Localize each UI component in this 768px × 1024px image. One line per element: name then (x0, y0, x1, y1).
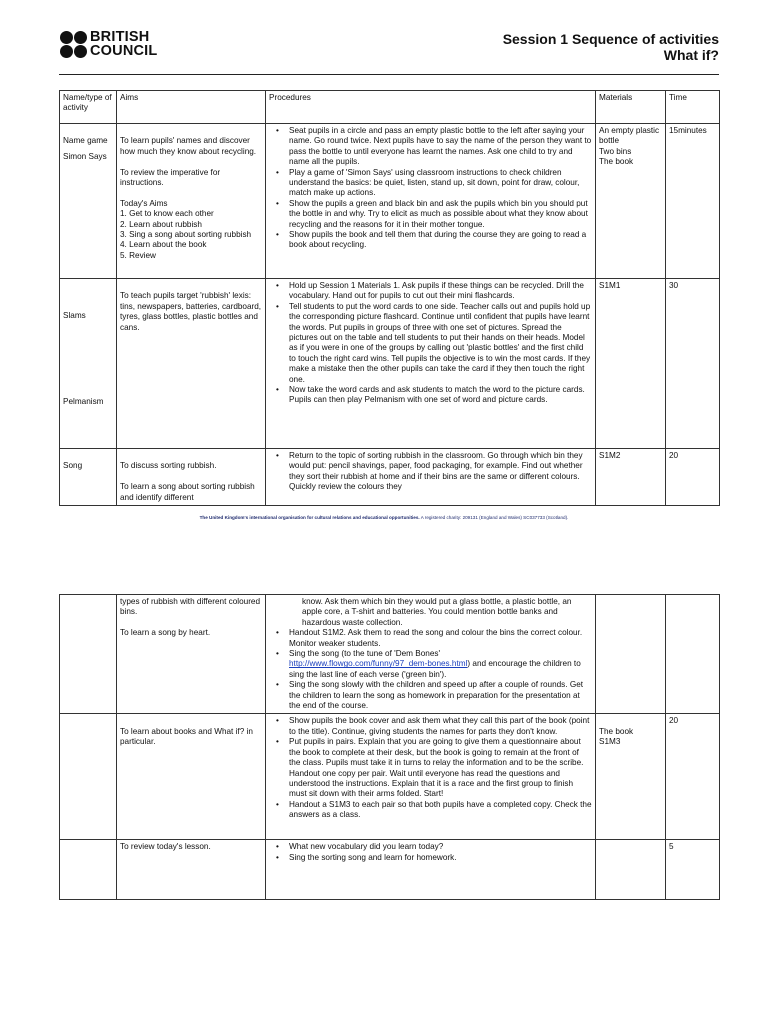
table-header-row (60, 91, 720, 124)
time-cell: 30 (666, 279, 720, 449)
table-row (60, 595, 720, 714)
activity-name-cell: Song (60, 449, 117, 506)
activities-table-1 (59, 90, 720, 506)
procedures-cell (266, 840, 596, 900)
list-item: • Tell students to put the word cards to one side. Teacher calls out and pupils hold up the corresponding picture flashcard. Continue until confident that pupils have learnt the words. Put pupils in groups of three with one set of pictures. Spread the pictures out on the table and tell students to put their hands on their heads. Model as if you were in one of the groups by calling out 'plastic bottles' and the first child to touch the right card wins. Tell pupils the objective is to win the most cards. If they make a mistake then the other pupils can take the card if they then touch the right one. (289, 302, 592, 385)
british-council-logo (60, 31, 190, 61)
list-item: • Return to the topic of sorting rubbish in the classroom. Go through which bin they would put: pencil shavings, paper, food packaging, for example. Find out whether they sort their rubbish at home and if their bins are the same or different colours. Quickly review the colours they (289, 451, 592, 493)
table-row (60, 124, 720, 279)
procedures-cell (266, 595, 596, 714)
list-item: • Show pupils the book and tell them that during the course they are going to read a book about recycling. (289, 230, 592, 251)
header-procedures: Procedures (266, 91, 596, 124)
session-title: Session 1 Sequence of activities (502, 31, 719, 47)
table-row (60, 279, 720, 449)
activity-name-cell (60, 840, 117, 900)
footer-charity: A registered charity: 209131 (England and Wales) SC037733 (Scotland). (420, 515, 569, 520)
materials-cell: An empty plastic bottle Two bins The book (596, 124, 666, 279)
list-item: • Hold up Session 1 Materials 1. Ask pupils if these things can be recycled. Drill the vocabulary. Hand out for pupils to cut out their mini flashcards. (289, 281, 592, 302)
list-item-continued: know. Ask them which bin they would put a glass bottle, a plastic bottle, an apple core, a T-shirt and batteries. You could mention bottle banks and hazardous waste collection. (302, 597, 572, 627)
list-item: • Handout a S1M3 to each pair so that both pupils have a completed copy. Check the answers as a class. (289, 800, 592, 821)
logo-wordmark: BRITISH COUNCIL (90, 29, 158, 59)
time-cell: 20 (666, 449, 720, 506)
header-divider (59, 74, 719, 75)
time-cell (666, 595, 720, 714)
materials-cell (596, 595, 666, 714)
list-item: • Sing the song slowly with the children and speed up after a couple of rounds. Get the children to learn the song as homework in preparation for the presentation at the end of the course. (289, 680, 592, 711)
table-row (60, 449, 720, 506)
materials-cell: S1M2 (596, 449, 666, 506)
materials-cell (596, 840, 666, 900)
procedures-cell (266, 279, 596, 449)
table-row (60, 714, 720, 840)
list-item: • What new vocabulary did you learn today? (289, 842, 592, 852)
list-item: • Sing the sorting song and learn for homework. (289, 853, 592, 863)
activity-name-cell (60, 595, 117, 714)
document-title (503, 31, 719, 63)
time-cell: 15minutes (666, 124, 720, 279)
activity-name-cell: Slams Pelmanism (60, 279, 117, 449)
book-title: What if? (663, 47, 719, 63)
time-cell: 20 (666, 714, 720, 840)
header-aims: Aims (117, 91, 266, 124)
list-item: • Now take the word cards and ask students to match the word to the picture cards. Pupils can then play Pelmanism with one set of word and picture cards. (289, 385, 592, 406)
page-footer (0, 515, 768, 520)
procedures-cell (266, 449, 596, 506)
list-item: • Show the pupils a green and black bin and ask the pupils which bin you should put the bottle in and why. Try to elicit as much as possible about what they know about recycling and the reasons for it in their mother tongue. (289, 199, 592, 230)
aims-cell: To review today's lesson. (117, 840, 266, 900)
aims-cell: To learn pupils' names and discover how much they know about recycling. To review the imperative for instructions. Today's Aims 1. Get to know each other 2. Learn about rubbish 3. Sing a song about sorting rubbish 4. Learn about the book 5. Review (117, 124, 266, 279)
logo-dots-icon (60, 31, 88, 59)
header-materials: Materials (596, 91, 666, 124)
list-item: • Sing the song (to the tune of 'Dem Bones' http://www.flowgo.com/funny/97_dem-bones.html) and encourage the children to sing the last line of each verse ('green bin'). (289, 649, 592, 680)
aims-cell: To teach pupils target 'rubbish' lexis: tins, newspapers, batteries, cardboard, tyres, glass bottles, plastic bottles and cans. (117, 279, 266, 449)
header-name-type: Name/type of activity (60, 91, 117, 124)
list-item: • Seat pupils in a circle and pass an empty plastic bottle to the left after saying your name. Go round twice. Next pupils have to say the name of the person they want to pass the bottle to until everyone has learnt the names. Ask one child to try and name all the pupils. (289, 126, 592, 168)
activities-table-2 (59, 594, 720, 900)
footer-organisation: The United Kingdom's international organisation for cultural relations and educational opportunities. (199, 515, 420, 520)
activity-name-cell (60, 714, 117, 840)
aims-cell: types of rubbish with different coloured bins. To learn a song by heart. (117, 595, 266, 714)
dem-bones-link[interactable]: http://www.flowgo.com/funny/97_dem-bones.html (289, 659, 468, 669)
aims-cell: To discuss sorting rubbish. To learn a song about sorting rubbish and identify different (117, 449, 266, 506)
activity-name-cell: Name game Simon Says (60, 124, 117, 279)
procedures-cell (266, 124, 596, 279)
procedures-cell (266, 714, 596, 840)
list-item: • Play a game of 'Simon Says' using classroom instructions to check children understand the basics: be quiet, listen, stand up, sit down, point for draw, colour, match make up actions. (289, 168, 592, 199)
table-row (60, 840, 720, 900)
aims-cell: To learn about books and What if? in particular. (117, 714, 266, 840)
materials-cell: The book S1M3 (596, 714, 666, 840)
time-cell: 5 (666, 840, 720, 900)
list-item: • Put pupils in pairs. Explain that you are going to give them a questionnaire about the book to complete at their desk, but the book is going to remain at the front of the class. Pupils must take it in turns to relay the information and to be the scribe. Handout one copy per pair. Wait until everyone has read the questions and understood the instructions. Explain that it is a race and the first group to finish must sit down with their arms folded. Start! (289, 737, 592, 799)
header-time: Time (666, 91, 720, 124)
list-item: • Show pupils the book cover and ask them what they call this part of the book (point to the title). Continue, giving students the names for parts they don't know. (289, 716, 592, 737)
list-item: • Handout S1M2. Ask them to read the song and colour the bins the correct colour. Monitor weaker students. (289, 628, 592, 649)
materials-cell: S1M1 (596, 279, 666, 449)
